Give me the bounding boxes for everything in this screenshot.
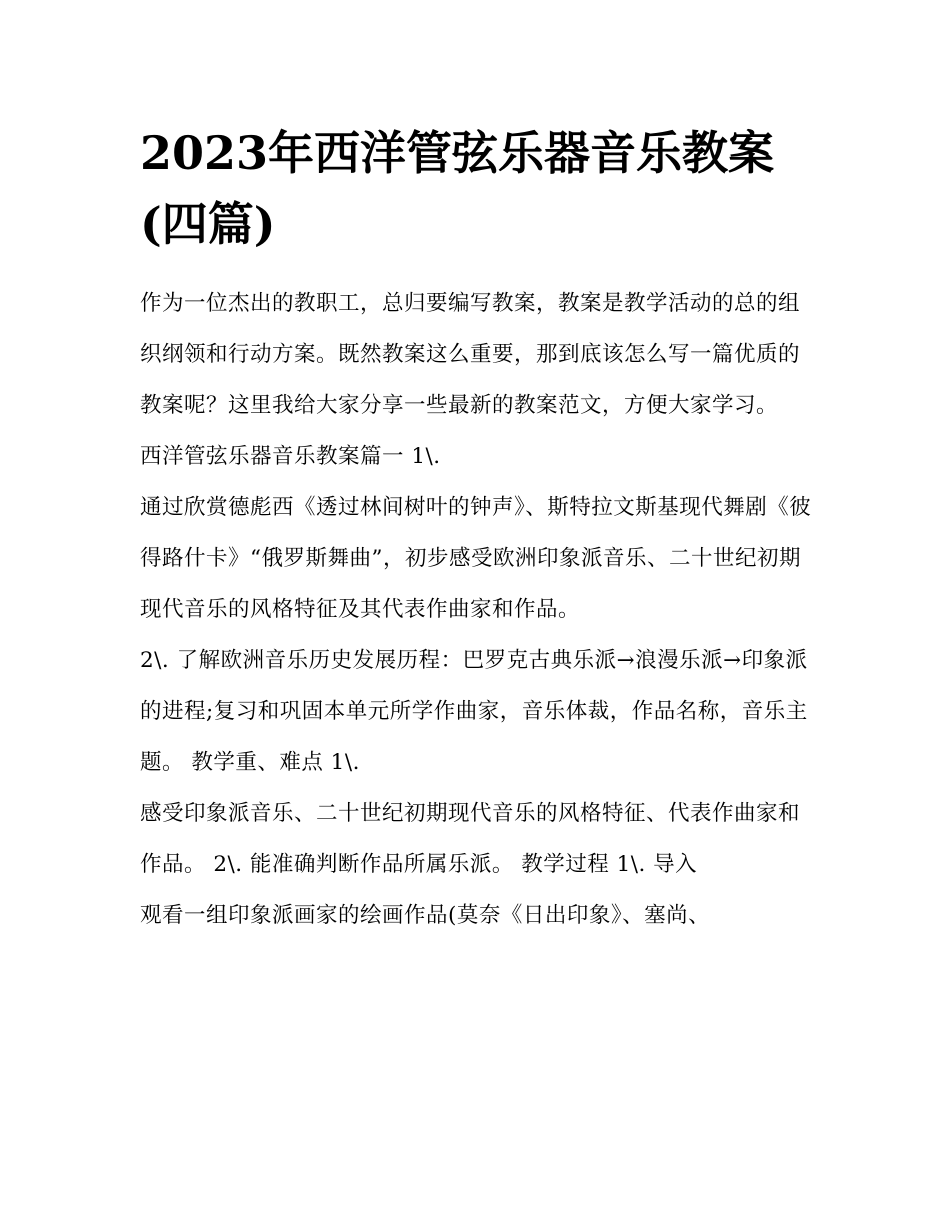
paragraph-key-points: 感受印象派音乐、二十世纪初期现代音乐的风格特征、代表作曲家和作品。 2\. 能准确判断作品所属乐派。 教学过程 1\. 导入 <box>140 801 801 877</box>
paragraph-objective-2: 2\. 了解欧洲音乐历史发展历程：巴罗克古典乐派→浪漫乐派→印象派的进程;复习和巩固本单元所学作曲家，音乐体裁，作品名称，音乐主题。 教学重、难点 1\. <box>140 648 808 775</box>
paragraph-objective-1: 通过欣赏德彪西《透过林间树叶的钟声》、斯特拉文斯基现代舞剧《彼得路什卡》“俄罗斯舞曲”，初步感受欧洲印象派音乐、二十世纪初期现代音乐的风格特征及其代表作曲家和作品。 <box>140 495 812 622</box>
paragraph-process: 观看一组印象派画家的绘画作品(莫奈《日出印象》、塞尚、 <box>140 903 711 928</box>
document-title: 2023年西洋管弦乐器音乐教案(四篇) <box>140 126 775 252</box>
paragraph-intro: 作为一位杰出的教职工，总归要编写教案，教案是教学活动的总的组织纲领和行动方案。既然教案这么重要，那到底该怎么写一篇优质的教案呢？这里我给大家分享一些最新的教案范文，方便大家学习。 <box>140 291 801 418</box>
document-body <box>140 278 815 941</box>
paragraph-section-heading: 西洋管弦乐器音乐教案篇一 1\. <box>140 444 441 469</box>
